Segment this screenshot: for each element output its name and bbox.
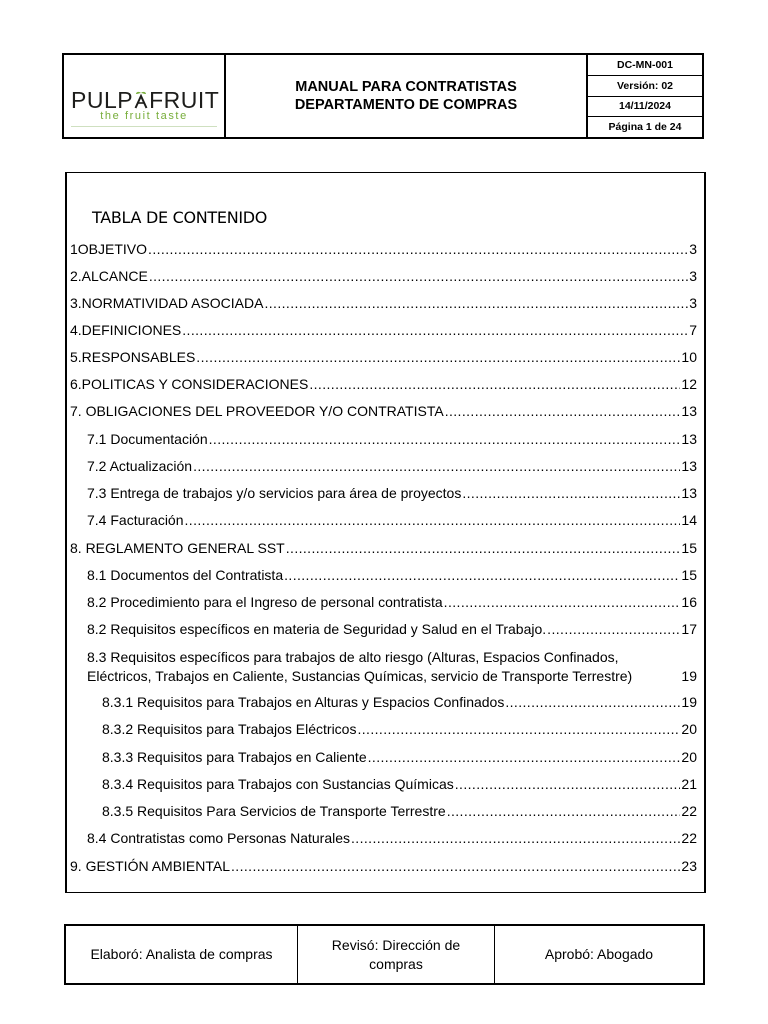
- toc-entry[interactable]: 2.ALCANCE ..... 3: [70, 268, 697, 285]
- document-header: [62, 53, 704, 139]
- toc-entry[interactable]: 7.1 Documentación ..... 13: [87, 431, 697, 448]
- logo-wordmark: PULP FRUIT: [71, 86, 220, 113]
- pulpafruit-logo: [71, 66, 220, 127]
- toc-entry[interactable]: 7. OBLIGACIONES DEL PROVEEDOR Y/O CONTRATISTA ..... 13: [70, 403, 697, 420]
- toc-entry[interactable]: 6.POLITICAS Y CONSIDERACIONES ..... 12: [70, 376, 697, 393]
- toc-entry[interactable]: 1OBJETIVO ..... 3: [70, 241, 697, 258]
- document-date: 14/11/2024: [588, 97, 702, 118]
- toc-entry-page: 19: [681, 668, 697, 684]
- toc-entry[interactable]: 4.DEFINICIONES ..... 7: [70, 322, 697, 339]
- title-line-1: MANUAL PARA CONTRATISTAS: [295, 79, 517, 95]
- toc-entry[interactable]: 8.3.3 Requisitos para Trabajos en Caliente ..... 20: [102, 749, 697, 766]
- toc-entry[interactable]: 8.3.4 Requisitos para Trabajos con Sustancias Químicas ..... 21: [102, 776, 697, 793]
- toc-heading: TABLA DE CONTENIDO: [92, 208, 268, 227]
- fruit-a-icon: [133, 91, 149, 109]
- toc-entry[interactable]: 8. REGLAMENTO GENERAL SST ..... 15: [70, 540, 697, 557]
- toc-entry[interactable]: 5.RESPONSABLES ..... 10: [70, 349, 697, 366]
- toc-entry-multiline[interactable]: [87, 648, 697, 686]
- toc-entry[interactable]: 9. GESTIÓN AMBIENTAL ..... 23: [70, 858, 697, 875]
- page-number: Página 1 de 24: [608, 121, 682, 134]
- toc-entry[interactable]: 8.4 Contratistas como Personas Naturales ..... 22: [87, 830, 697, 847]
- approved-by: Aprobó: Abogado: [494, 926, 703, 983]
- toc-entry[interactable]: 3.NORMATIVIDAD ASOCIADA ..... 3: [70, 295, 697, 312]
- elaborated-by: Elaboró: Analista de compras: [90, 946, 273, 962]
- toc-entry-label-line-2: Eléctricos, Trabajos en Caliente, Sustancias Químicas, servicio de Transporte Terrestre) 19: [87, 668, 697, 684]
- approval-footer: [64, 924, 705, 985]
- toc-entry[interactable]: 8.2 Procedimiento para el Ingreso de personal contratista ..... 16: [87, 594, 697, 611]
- toc-entry[interactable]: 8.3.1 Requisitos para Trabajos en Alturas y Espacios Confinados ..... 19: [102, 694, 697, 711]
- document-code: DC-MN-001: [588, 55, 702, 76]
- document-version: Versión: 02: [588, 76, 702, 97]
- title-line-2: DEPARTAMENTO DE COMPRAS: [294, 97, 518, 113]
- toc-entry[interactable]: 8.3.5 Requisitos Para Servicios de Transporte Terrestre ..... 22: [102, 803, 697, 820]
- reviewed-by: Revisó: Dirección de compras: [297, 926, 494, 983]
- toc-entry-label-line-1: 8.3 Requisitos específicos para trabajos de alto riesgo (Alturas, Espacios Confinados,: [87, 649, 619, 665]
- toc-entry[interactable]: 7.3 Entrega de trabajos y/o servicios para área de proyectos ..... 13: [87, 485, 697, 502]
- toc-entry[interactable]: 8.3.2 Requisitos para Trabajos Eléctricos ..... 20: [102, 721, 697, 738]
- logo-tagline: the fruit taste: [100, 109, 188, 122]
- logo-cell: [64, 55, 226, 137]
- document-metadata: [586, 55, 702, 137]
- toc-entry[interactable]: 8.1 Documentos del Contratista ..... 15: [87, 567, 697, 584]
- toc-entry[interactable]: 7.2 Actualización ..... 13: [87, 458, 697, 475]
- toc-entry[interactable]: 8.2 Requisitos específicos en materia de Seguridad y Salud en el Trabajo. ..... 17: [87, 621, 697, 638]
- toc-entry[interactable]: 7.4 Facturación ..... 14: [87, 512, 697, 529]
- document-title: [226, 55, 586, 137]
